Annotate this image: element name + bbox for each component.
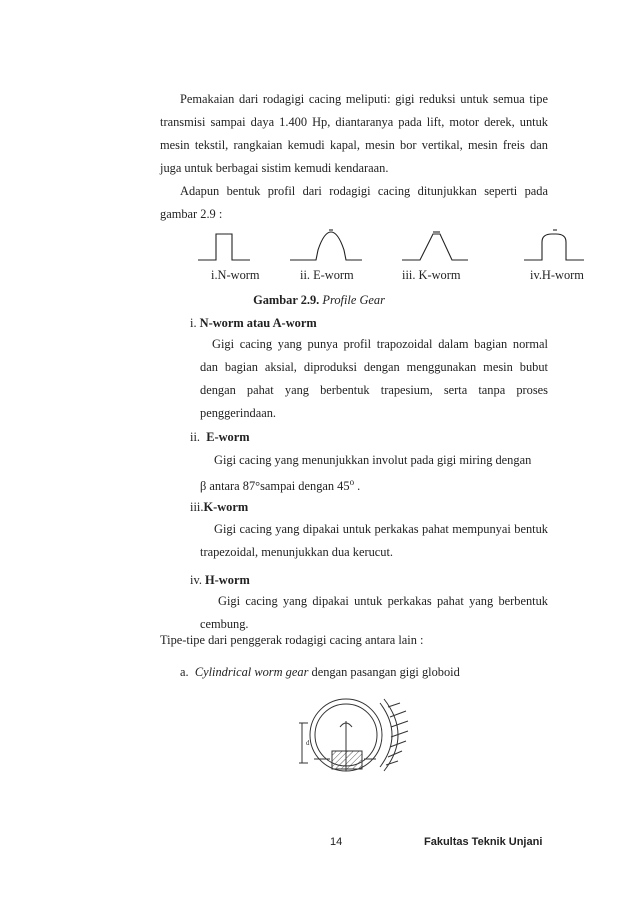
figure-caption-title: Profile Gear — [322, 293, 385, 307]
svg-text:d: d — [306, 739, 310, 747]
item-text-e-worm-line1: Gigi cacing yang menunjukkan involut pada gigi miring dengan — [214, 453, 532, 467]
item-heading-h-worm: iv. H-worm — [190, 573, 250, 587]
type-a: a. Cylindrical worm gear dengan pasangan gigi globoid — [180, 665, 460, 679]
profile-gear-figure — [190, 228, 590, 266]
figure-label-e-worm: ii. E-worm — [300, 268, 354, 282]
item-heading-k-worm: iii.K-worm — [190, 500, 249, 514]
figure-label-n-worm: i.N-worm — [211, 268, 260, 282]
k-worm-profile — [402, 234, 468, 260]
figure-caption-number: Gambar 2.9. — [253, 293, 320, 307]
footer-faculty: Fakultas Teknik Unjani — [424, 836, 543, 848]
item-heading-n-worm: i. N-worm atau A-worm — [190, 316, 317, 330]
e-worm-profile — [290, 232, 362, 260]
item-heading-e-worm: ii. E-worm — [190, 430, 250, 444]
figure-label-h-worm: iv.H-worm — [530, 268, 584, 282]
item-text-k-worm: Gigi cacing yang dipakai untuk perkakas pahat mempunyai bentuk trapezoidal, menunjukkan dua kerucut. — [200, 522, 548, 559]
types-intro: Tipe-tipe dari penggerak rodagigi cacing antara lain : — [160, 633, 424, 647]
h-worm-profile — [524, 234, 584, 260]
intro-paragraph-1: Pemakaian dari rodagigi cacing meliputi: gigi reduksi untuk semua tipe transmisi sampai daya 1.400 Hp, diantaranya pada lift, motor derek, untuk mesin tekstil, rangkaian kemudi kapal, mesin bor vertikal, mesin freis dan juga untuk berbagai sistim kemudi kendaraan. — [160, 92, 548, 175]
item-text-h-worm: Gigi cacing yang dipakai untuk perkakas pahat yang berbentuk cembung. — [200, 594, 548, 631]
intro-paragraph-2: Adapun bentuk profil dari rodagigi cacing ditunjukkan seperti pada gambar 2.9 : — [160, 184, 548, 221]
figure-caption — [0, 293, 638, 308]
n-worm-profile — [198, 234, 250, 260]
page-number: 14 — [330, 836, 343, 848]
item-text-e-worm-line2: β antara 87°sampai dengan 45$^o$ . — [200, 477, 361, 494]
worm-gear-drawing — [296, 695, 412, 775]
figure-label-k-worm: iii. K-worm — [402, 268, 461, 282]
item-text-n-worm: Gigi cacing yang punya profil trapozoidal dalam bagian normal dan bagian aksial, diproduksi dengan menggunakan mesin bubut dengan pahat yang berbentuk trapesium, serta tanpa proses penggerindaan. — [200, 337, 548, 420]
